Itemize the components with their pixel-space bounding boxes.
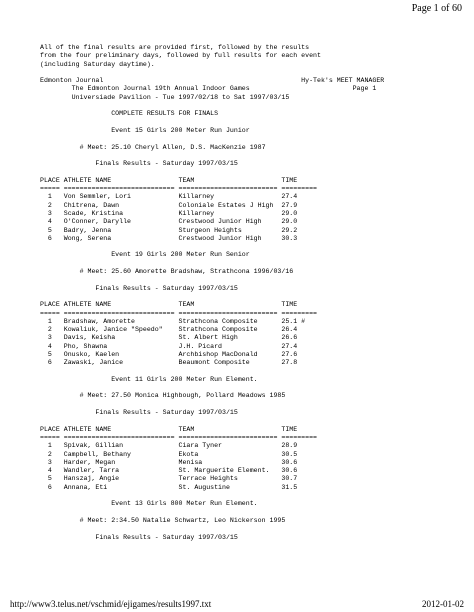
result-row: 5 Badry, Jenna Sturgeon Heights 29.2 <box>40 226 298 234</box>
blank-line <box>40 168 384 176</box>
result-row: 2 Kowaliuk, Janice "Speedo" Strathcona Composite 26.4 <box>40 326 298 334</box>
result-row: 3 Davis, Keisha St. Albert High 26.6 <box>40 334 298 342</box>
blank-line <box>40 260 384 268</box>
result-row: 3 Harder, Megan Menisa 30.6 <box>40 458 298 466</box>
blank-line <box>40 509 384 517</box>
blank-line <box>40 293 384 301</box>
footer-date: 2012-01-02 <box>422 599 464 609</box>
blank-line <box>40 243 384 251</box>
event-title: Event 11 Girls 200 Meter Run Element. <box>40 375 258 383</box>
result-row: 3 Scade, Kristina Killarney 29.0 <box>40 209 298 217</box>
blank-line <box>40 417 384 425</box>
meet-record: # Meet: 2:34.50 Natalie Schwartz, Leo Nickerson 1995 <box>40 516 286 524</box>
venue-line: Universiade Pavilion - Tue 1997/02/18 to Sat 1997/03/15 <box>40 93 290 101</box>
table-rule: ===== ============================ ========================= ========= <box>40 185 317 193</box>
meet-title-line: The Edmonton Journal 19th Annual Indoor Games Page 1 <box>40 85 377 93</box>
blank-line <box>40 525 384 533</box>
footer-url[interactable]: http://www3.telus.net/vschmid/ejigames/results1997.txt <box>10 599 212 609</box>
intro-line: from the four preliminary days, followed by full results for each event <box>40 52 321 60</box>
blank-line <box>40 119 384 127</box>
blank-line <box>40 276 384 284</box>
table-header: PLACE ATHLETE NAME TEAM TIME <box>40 176 298 184</box>
result-row: 5 Onusko, Kaelen Archbishop MacDonald 27.6 <box>40 350 298 358</box>
result-row: 2 Campbell, Bethany Ekota 30.5 <box>40 450 298 458</box>
page-number: Page 1 of 60 <box>411 3 462 14</box>
result-row: 4 Wandler, Tarra St. Marguerite Element. 30.6 <box>40 467 298 475</box>
table-header: PLACE ATHLETE NAME TEAM TIME <box>40 301 298 309</box>
event-title: Event 15 Girls 200 Meter Run Junior <box>40 126 250 134</box>
meet-record: # Meet: 25.60 Amorette Bradshaw, Strathcona 1996/03/16 <box>40 268 294 276</box>
results-document <box>40 44 384 550</box>
blank-line <box>40 368 384 376</box>
finals-heading: Finals Results - Saturday 1997/03/15 <box>40 160 238 168</box>
table-header: PLACE ATHLETE NAME TEAM TIME <box>40 425 298 433</box>
table-rule: ===== ============================ ========================= ========= <box>40 433 317 441</box>
complete-results-heading: COMPLETE RESULTS FOR FINALS <box>40 110 219 118</box>
blank-line <box>40 102 384 110</box>
blank-line <box>40 135 384 143</box>
result-row: 5 Hanszaj, Angie Terrace Heights 30.7 <box>40 475 298 483</box>
result-row: 6 Annana, Eti St. Augustine 31.5 <box>40 483 298 491</box>
table-rule: ===== ============================ ========================= ========= <box>40 309 317 317</box>
blank-line <box>40 152 384 160</box>
result-row: 1 Spivak, Gillian Ciara Tyner 28.9 <box>40 442 298 450</box>
result-row: 4 Pho, Shawna J.H. Picard 27.4 <box>40 342 298 350</box>
finals-heading: Finals Results - Saturday 1997/03/15 <box>40 284 238 292</box>
finals-heading: Finals Results - Saturday 1997/03/15 <box>40 533 238 541</box>
result-row: 6 Zawaski, Janice Beaumont Composite 27.8 <box>40 359 298 367</box>
blank-line <box>40 384 384 392</box>
blank-line <box>40 492 384 500</box>
result-row: 6 Wong, Serena Crestwood Junior High 30.3 <box>40 234 298 242</box>
finals-heading: Finals Results - Saturday 1997/03/15 <box>40 409 238 417</box>
result-row: 4 O'Conner, Darylle Crestwood Junior High 29.0 <box>40 218 298 226</box>
meet-record: # Meet: 27.50 Monica Highbough, Pollard Meadows 1985 <box>40 392 286 400</box>
event-title: Event 13 Girls 800 Meter Run Element. <box>40 500 258 508</box>
result-row: 2 Chitrena, Dawn Coloniale Estates J High 27.9 <box>40 201 298 209</box>
result-row: 1 Von Semmler, Lori Killarney 27.4 <box>40 193 298 201</box>
meet-record: # Meet: 25.10 Cheryl Allen, D.S. MacKenzie 1987 <box>40 143 266 151</box>
blank-line <box>40 69 384 77</box>
blank-line <box>40 401 384 409</box>
report-header-line: Edmonton Journal Hy-Tek's MEET MANAGER <box>40 77 385 85</box>
result-row: 1 Bradshaw, Amorette Strathcona Composite 25.1 # <box>40 317 306 325</box>
intro-line: (including Saturday daytime). <box>40 60 155 68</box>
blank-line <box>40 542 384 550</box>
event-title: Event 19 Girls 200 Meter Run Senior <box>40 251 250 259</box>
intro-line: All of the final results are provided first, followed by the results <box>40 44 310 51</box>
